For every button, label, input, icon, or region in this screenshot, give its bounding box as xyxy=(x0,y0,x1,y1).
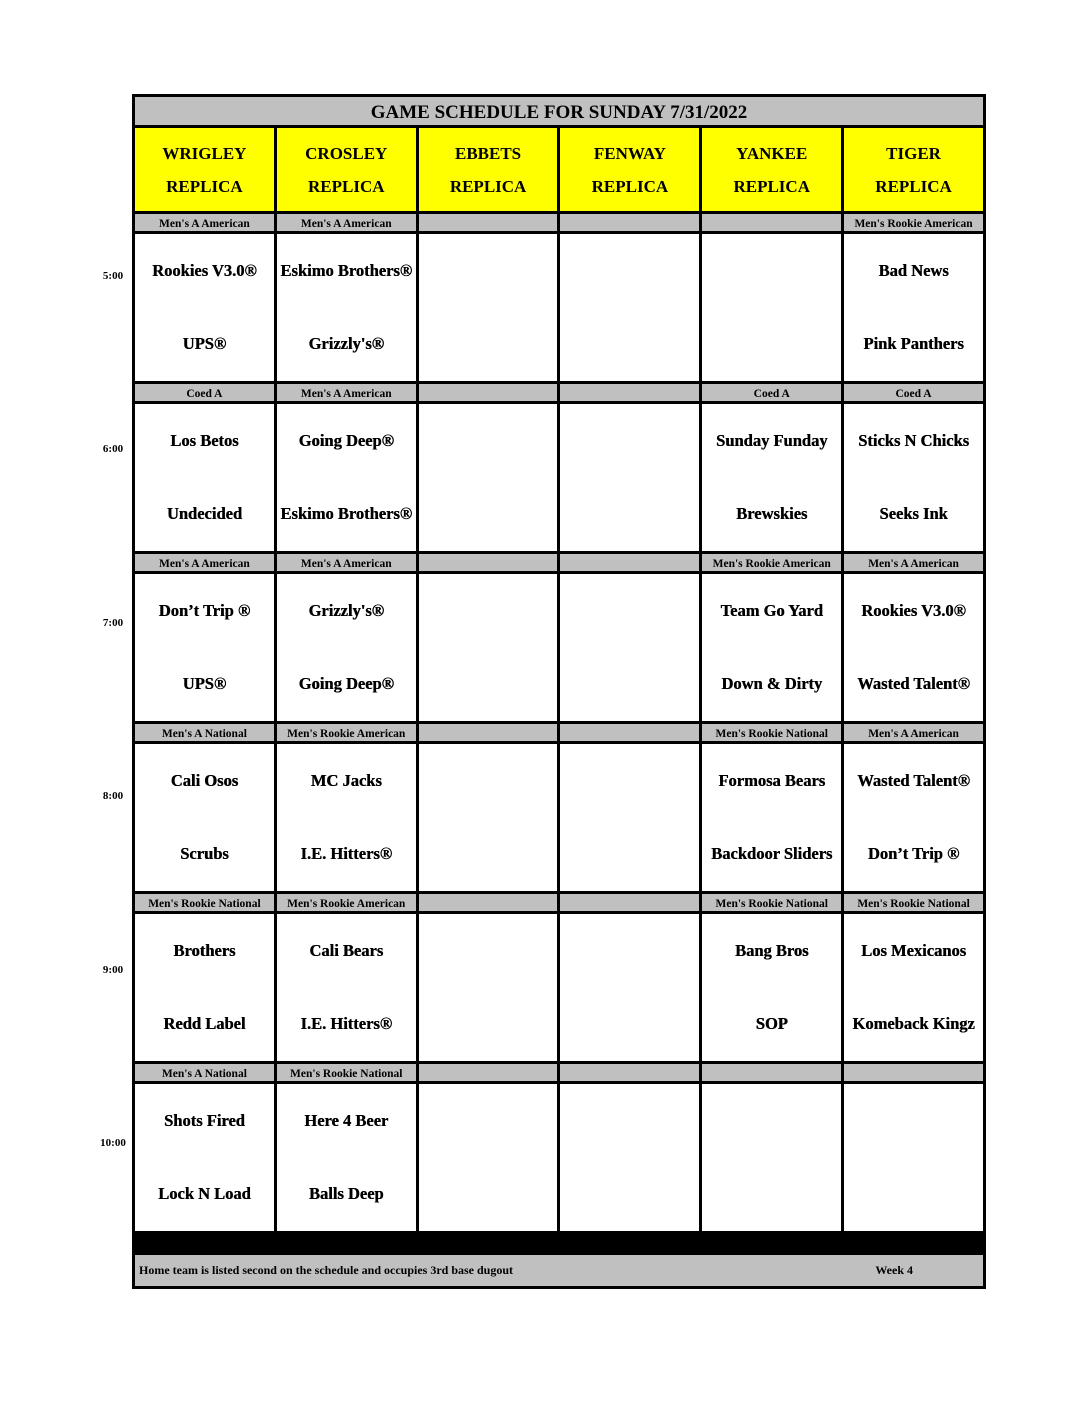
division-label: Men's A National xyxy=(135,724,274,744)
division-label: Men's Rookie National xyxy=(702,724,841,744)
game-cell xyxy=(277,1084,416,1234)
game-cell xyxy=(702,914,841,1064)
field-column xyxy=(419,128,561,1253)
away-team: Bad News xyxy=(878,260,949,280)
time-column xyxy=(0,0,130,1408)
division-label: Men's A National xyxy=(135,1064,274,1084)
home-team: Komeback Kingz xyxy=(852,1014,975,1034)
game-cell xyxy=(135,914,274,1064)
time-slot xyxy=(277,214,416,384)
division-label xyxy=(560,894,699,914)
home-team: Grizzly's® xyxy=(308,334,385,354)
away-team: Cali Osos xyxy=(170,770,239,790)
division-label xyxy=(844,1064,983,1084)
field-column xyxy=(560,128,702,1253)
home-team: Seeks Ink xyxy=(879,504,948,524)
game-cell xyxy=(419,914,558,1064)
time-slot xyxy=(135,214,274,384)
field-header xyxy=(560,128,699,214)
field-name: WRIGLEY xyxy=(162,143,247,163)
time-slot xyxy=(702,214,841,384)
division-label: Coed A xyxy=(702,384,841,404)
home-team: Wasted Talent® xyxy=(857,674,970,694)
away-team: Wasted Talent® xyxy=(857,770,970,790)
time-slot xyxy=(419,894,558,1064)
time-slot xyxy=(135,384,274,554)
time-slot xyxy=(560,214,699,384)
game-cell xyxy=(560,404,699,554)
time-slot xyxy=(844,1064,983,1234)
division-label xyxy=(419,554,558,574)
division-label xyxy=(419,384,558,404)
division-label: Coed A xyxy=(135,384,274,404)
home-team: Eskimo Brothers® xyxy=(280,504,413,524)
away-team: Shots Fired xyxy=(163,1110,245,1130)
game-cell xyxy=(419,744,558,894)
time-label: 7:00 xyxy=(102,617,124,629)
game-cell xyxy=(277,234,416,384)
game-cell xyxy=(702,744,841,894)
game-cell xyxy=(844,914,983,1064)
schedule-sheet xyxy=(132,94,986,1289)
game-cell xyxy=(702,574,841,724)
home-team: Backdoor Sliders xyxy=(711,844,833,864)
time-slot xyxy=(560,1064,699,1234)
away-team: Sunday Funday xyxy=(716,430,828,450)
game-cell xyxy=(277,914,416,1064)
division-label: Men's Rookie National xyxy=(135,894,274,914)
away-team: Rookies V3.0® xyxy=(152,260,257,280)
division-label: Men's Rookie National xyxy=(844,894,983,914)
away-team: Rookies V3.0® xyxy=(861,600,966,620)
game-cell xyxy=(277,744,416,894)
time-slot xyxy=(277,724,416,894)
time-slot xyxy=(135,554,274,724)
away-team: Los Betos xyxy=(170,430,239,450)
time-label: 9:00 xyxy=(102,964,124,976)
time-label: 6:00 xyxy=(102,443,124,455)
away-team: Los Mexicanos xyxy=(861,940,967,960)
field-subtitle: REPLICA xyxy=(733,176,810,196)
away-team: MC Jacks xyxy=(310,770,382,790)
division-label xyxy=(419,214,558,234)
division-label: Men's Rookie National xyxy=(277,1064,416,1084)
field-column xyxy=(844,128,983,1253)
time-slot xyxy=(560,894,699,1064)
division-label: Men's A American xyxy=(277,554,416,574)
game-cell xyxy=(135,404,274,554)
time-label: 8:00 xyxy=(102,790,124,802)
field-column xyxy=(277,128,419,1253)
division-label: Men's A American xyxy=(135,554,274,574)
game-cell xyxy=(419,234,558,384)
field-header xyxy=(844,128,983,214)
field-columns xyxy=(135,128,983,1253)
home-team: Undecided xyxy=(166,504,242,524)
time-slot xyxy=(844,724,983,894)
field-header xyxy=(702,128,841,214)
game-cell xyxy=(844,744,983,894)
game-cell xyxy=(844,404,983,554)
game-cell xyxy=(277,574,416,724)
time-slot xyxy=(844,214,983,384)
field-header xyxy=(277,128,416,214)
game-cell xyxy=(277,404,416,554)
field-name: TIGER xyxy=(886,143,941,163)
division-label xyxy=(560,724,699,744)
home-team: SOP xyxy=(755,1014,788,1034)
time-slot xyxy=(419,384,558,554)
time-slot xyxy=(702,894,841,1064)
time-slot xyxy=(277,384,416,554)
away-team: Team Go Yard xyxy=(720,600,823,620)
field-subtitle: REPLICA xyxy=(166,176,243,196)
game-cell xyxy=(135,574,274,724)
time-slot xyxy=(419,724,558,894)
time-slot xyxy=(702,384,841,554)
game-cell xyxy=(560,574,699,724)
away-team: Grizzly's® xyxy=(308,600,385,620)
home-team: I.E. Hitters® xyxy=(300,1014,393,1034)
field-subtitle: REPLICA xyxy=(875,176,952,196)
game-cell xyxy=(135,234,274,384)
game-cell xyxy=(560,1084,699,1234)
time-slot xyxy=(419,1064,558,1234)
time-slot xyxy=(560,724,699,894)
away-team: Formosa Bears xyxy=(718,770,826,790)
home-team: Balls Deep xyxy=(308,1184,384,1204)
division-label: Men's A American xyxy=(844,724,983,744)
time-slot xyxy=(560,554,699,724)
week-label: Week 4 xyxy=(875,1263,913,1277)
field-name: EBBETS xyxy=(454,143,522,163)
division-label: Men's Rookie National xyxy=(702,894,841,914)
game-cell xyxy=(560,744,699,894)
game-cell xyxy=(844,234,983,384)
field-header xyxy=(135,128,274,214)
game-cell xyxy=(560,234,699,384)
field-header xyxy=(419,128,558,214)
time-slot xyxy=(277,554,416,724)
home-team: I.E. Hitters® xyxy=(300,844,393,864)
division-label: Men's A American xyxy=(277,384,416,404)
field-subtitle: REPLICA xyxy=(307,176,385,196)
home-team: Redd Label xyxy=(163,1014,246,1034)
division-label xyxy=(702,1064,841,1084)
footer-note: Home team is listed second on the schedule and occupies 3rd base dugout xyxy=(139,1263,514,1277)
game-cell xyxy=(135,1084,274,1234)
division-label: Coed A xyxy=(844,384,983,404)
time-slot xyxy=(277,894,416,1064)
schedule-title: GAME SCHEDULE FOR SUNDAY 7/31/2022 xyxy=(135,97,983,128)
time-label: 5:00 xyxy=(102,270,124,282)
home-team: Brewskies xyxy=(736,504,808,524)
home-team: UPS® xyxy=(182,334,227,354)
division-label: Men's A American xyxy=(135,214,274,234)
game-cell xyxy=(419,574,558,724)
time-slot xyxy=(844,384,983,554)
away-team: Eskimo Brothers® xyxy=(280,260,413,280)
time-slot xyxy=(702,724,841,894)
division-label xyxy=(419,894,558,914)
game-cell xyxy=(844,1084,983,1234)
division-label xyxy=(419,1064,558,1084)
away-team: Here 4 Beer xyxy=(304,1110,389,1130)
game-cell xyxy=(702,1084,841,1234)
division-label xyxy=(702,214,841,234)
field-name: CROSLEY xyxy=(305,143,388,163)
time-slot xyxy=(277,1064,416,1234)
field-subtitle: REPLICA xyxy=(591,176,669,196)
field-column xyxy=(135,128,277,1253)
division-label xyxy=(560,214,699,234)
game-cell xyxy=(702,404,841,554)
home-team: Don’t Trip ® xyxy=(867,844,960,864)
division-label: Men's Rookie American xyxy=(277,894,416,914)
field-name: FENWAY xyxy=(593,143,666,163)
field-name: YANKEE xyxy=(736,143,808,163)
home-team: Going Deep® xyxy=(298,674,394,694)
home-team: Scrubs xyxy=(180,844,229,864)
home-team: Down & Dirty xyxy=(721,674,823,694)
home-team: UPS® xyxy=(182,674,227,694)
division-label: Men's Rookie American xyxy=(702,554,841,574)
away-team: Cali Bears xyxy=(309,940,384,960)
away-team: Don’t Trip ® xyxy=(158,600,251,620)
division-label xyxy=(560,554,699,574)
division-label xyxy=(560,384,699,404)
schedule-footer xyxy=(135,1255,983,1286)
time-slot xyxy=(702,1064,841,1234)
time-slot xyxy=(702,554,841,724)
time-slot xyxy=(844,894,983,1064)
game-cell xyxy=(135,744,274,894)
away-team: Going Deep® xyxy=(298,430,394,450)
time-label: 10:00 xyxy=(100,1137,126,1149)
division-label xyxy=(419,724,558,744)
game-cell xyxy=(419,1084,558,1234)
away-team: Bang Bros xyxy=(734,940,809,960)
time-slot xyxy=(135,894,274,1064)
division-label: Men's Rookie American xyxy=(277,724,416,744)
time-slot xyxy=(560,384,699,554)
time-slot xyxy=(844,554,983,724)
division-label: Men's Rookie American xyxy=(844,214,983,234)
division-label xyxy=(560,1064,699,1084)
game-cell xyxy=(419,404,558,554)
home-team: Lock N Load xyxy=(158,1184,251,1204)
game-cell xyxy=(560,914,699,1064)
division-label: Men's A American xyxy=(844,554,983,574)
time-slot xyxy=(135,724,274,894)
field-column xyxy=(702,128,844,1253)
time-slot xyxy=(419,214,558,384)
field-subtitle: REPLICA xyxy=(449,176,527,196)
away-team: Brothers xyxy=(173,940,236,960)
time-slot xyxy=(135,1064,274,1234)
home-team: Pink Panthers xyxy=(863,334,964,354)
division-label: Men's A American xyxy=(277,214,416,234)
game-cell xyxy=(844,574,983,724)
away-team: Sticks N Chicks xyxy=(858,430,970,450)
time-slot xyxy=(419,554,558,724)
game-cell xyxy=(702,234,841,384)
